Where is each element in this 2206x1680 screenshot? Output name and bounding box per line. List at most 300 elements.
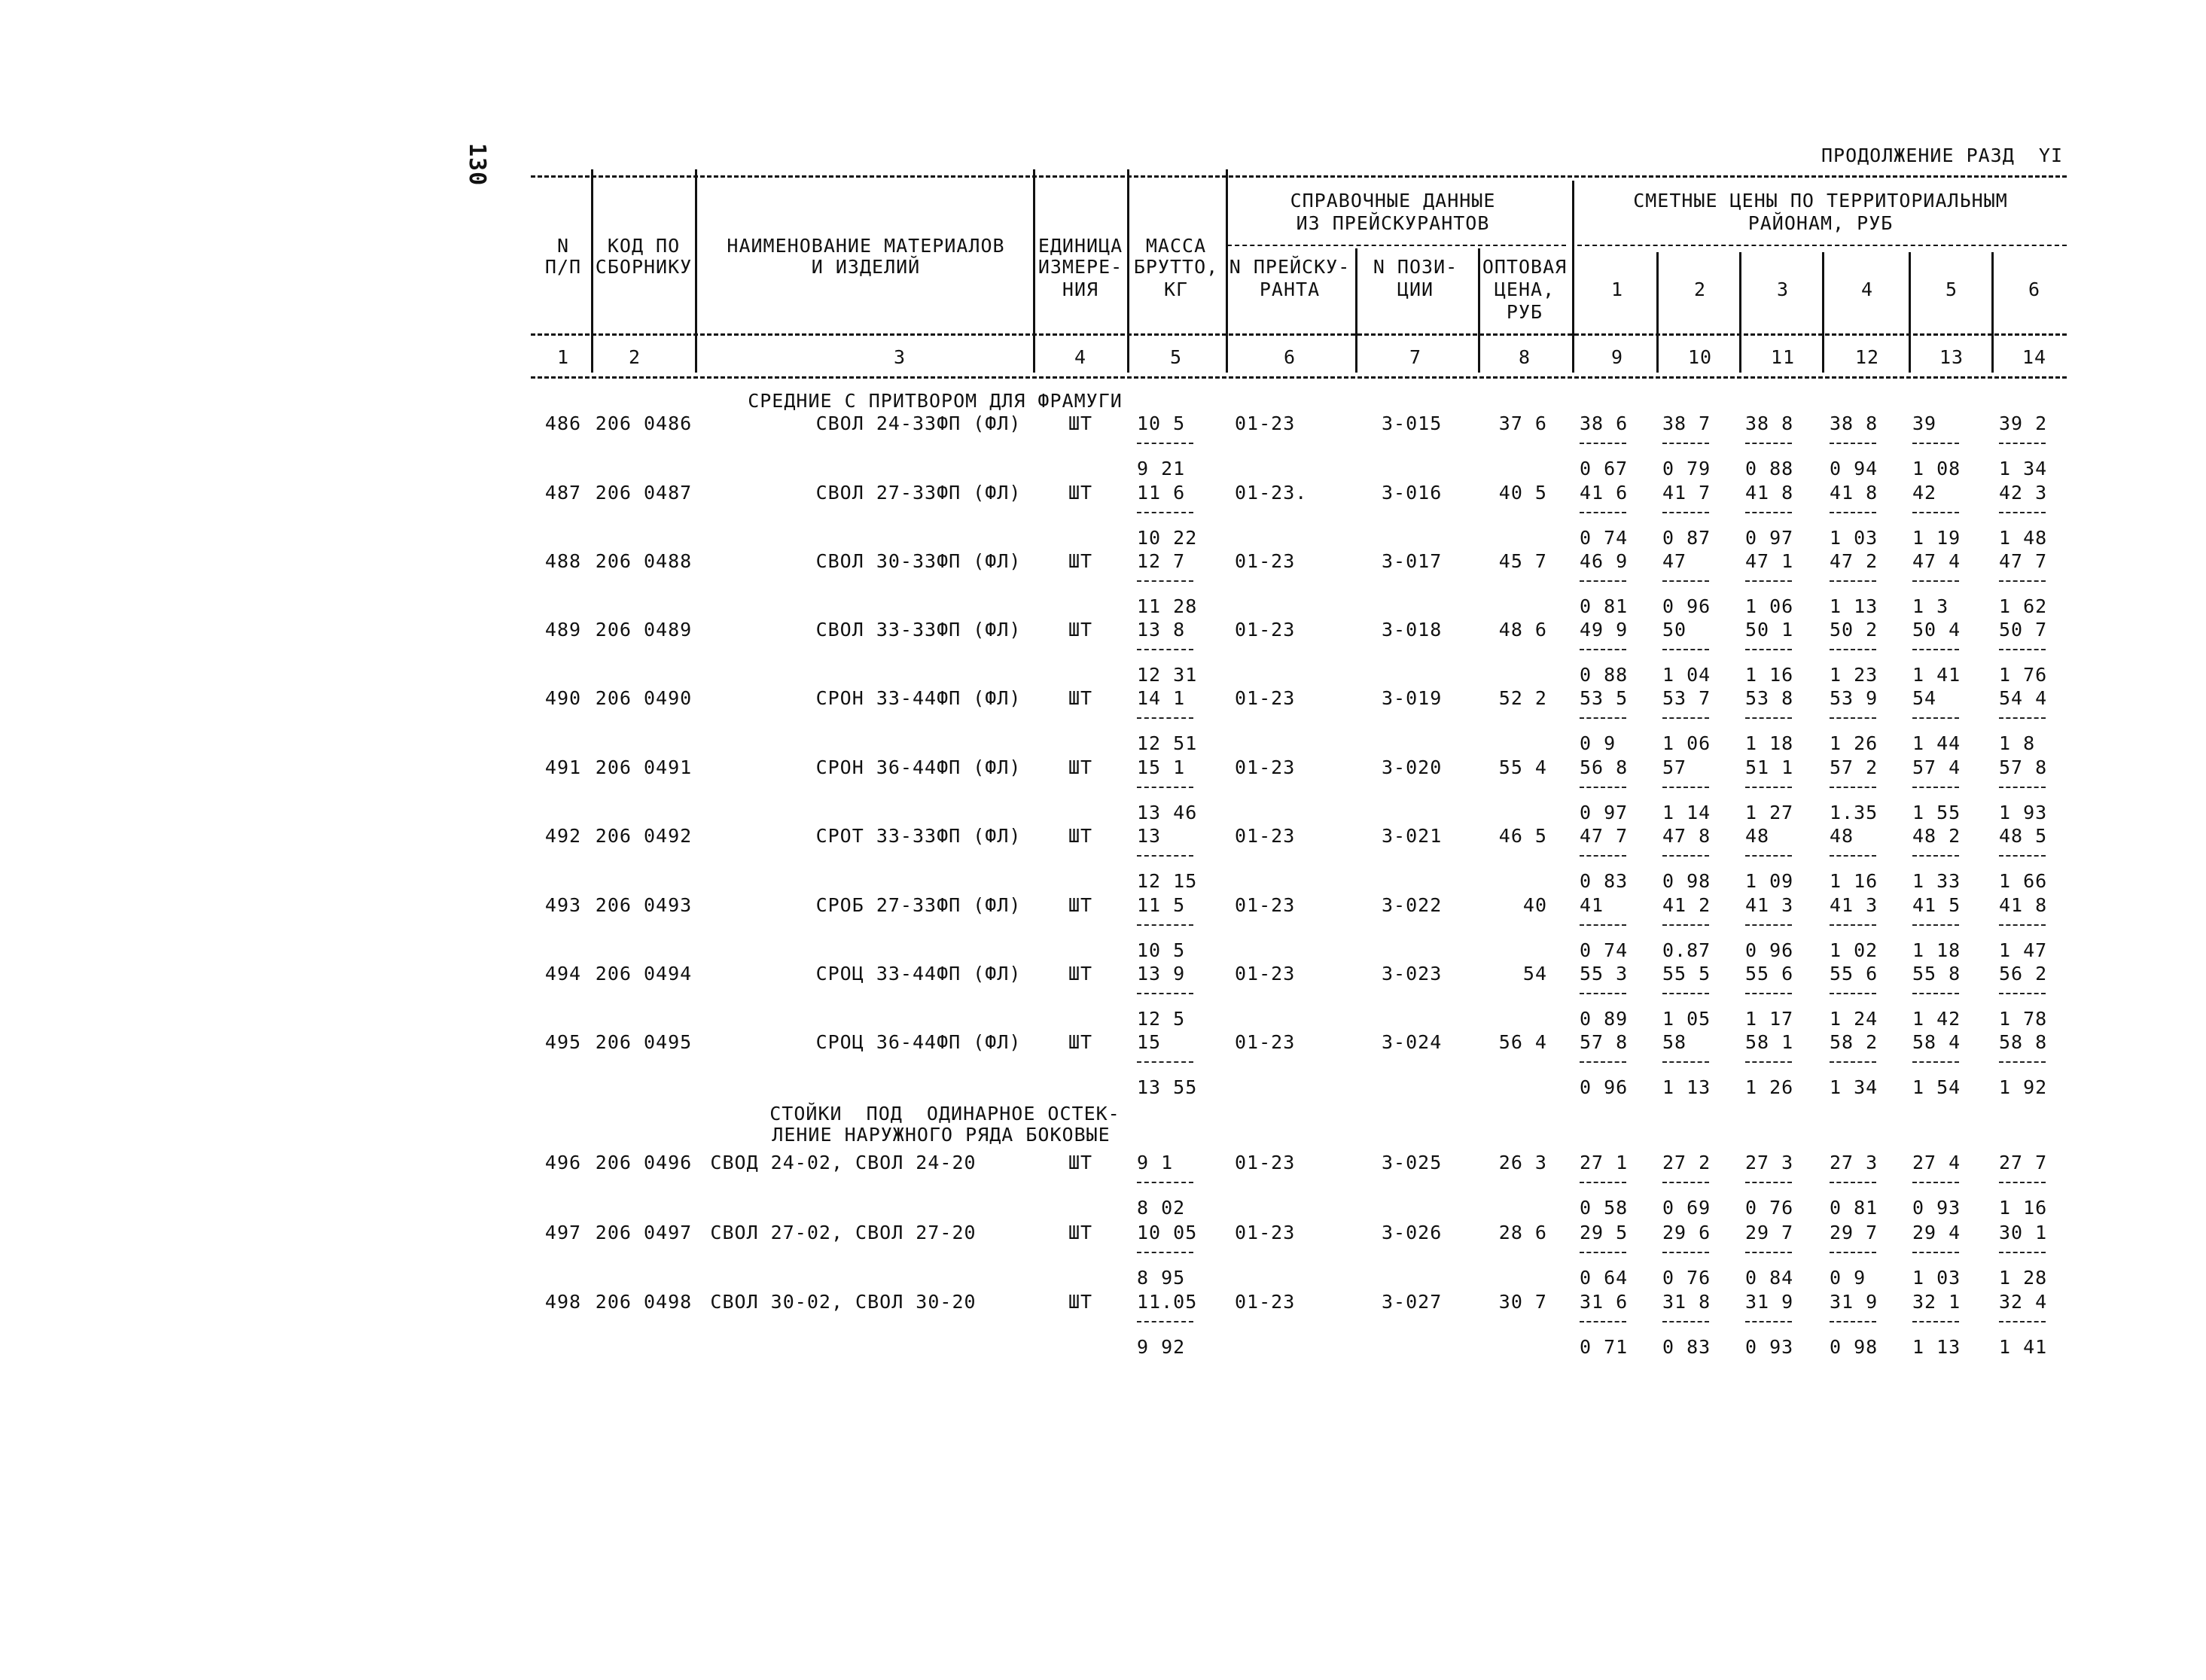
value-separator [1580, 1321, 1626, 1322]
row-mass-secondary: 8 95 [1137, 1267, 1186, 1289]
row-unit: ШТ [1068, 1222, 1093, 1243]
row-unit: ШТ [1068, 550, 1093, 572]
row-price: 50 [1662, 619, 1687, 641]
value-separator [1745, 993, 1792, 994]
row-price-secondary: 1 54 [1912, 1076, 1961, 1098]
row-pricelist: 01-23 [1235, 756, 1296, 778]
row-price: 41 5 [1912, 894, 1961, 916]
continuation-label: ПРОДОЛЖЕНИЕ РАЗД YI [1821, 145, 2063, 166]
value-separator [1912, 1182, 1959, 1183]
row-price: 27 4 [1912, 1152, 1961, 1173]
value-separator [1999, 1252, 2046, 1253]
row-price-secondary: 0 84 [1745, 1267, 1794, 1289]
row-price: 41 [1580, 894, 1604, 916]
row-price-secondary: 0 93 [1912, 1197, 1961, 1219]
row-price: 55 3 [1580, 963, 1629, 985]
value-separator [1137, 787, 1193, 788]
column-number: 4 [1074, 346, 1087, 368]
row-name: СВОЛ 24-33ФП (ФЛ) [815, 412, 1022, 434]
value-separator [1830, 993, 1876, 994]
row-price: 27 1 [1580, 1152, 1629, 1173]
row-price: 51 1 [1745, 756, 1794, 778]
row-price: 47 7 [1999, 550, 2048, 572]
row-name: СВОЛ 30-02, СВОЛ 30-20 [710, 1291, 977, 1313]
row-price-secondary: 1 06 [1745, 595, 1794, 617]
row-price-secondary: 0 88 [1745, 458, 1794, 479]
column-separator [1739, 252, 1741, 373]
row-price: 46 9 [1580, 550, 1629, 572]
row-position: 3-017 [1382, 550, 1443, 572]
row-price-secondary: 1 05 [1662, 1008, 1711, 1030]
value-separator [1137, 580, 1193, 582]
row-price-secondary: 0 98 [1662, 870, 1711, 892]
row-mass: 13 9 [1137, 963, 1186, 985]
row-price: 27 3 [1745, 1152, 1794, 1173]
value-separator [1912, 787, 1959, 788]
row-number: 493 [544, 894, 582, 916]
header-col-mass: БРУТТО, [1133, 256, 1219, 278]
header-col-name: НАИМЕНОВАНИЕ МАТЕРИАЛОВ [727, 235, 1005, 257]
value-separator [1137, 1182, 1193, 1183]
row-price-secondary: 1 04 [1662, 664, 1711, 686]
row-price: 53 5 [1580, 687, 1629, 709]
value-separator [1999, 787, 2046, 788]
row-price: 41 2 [1662, 894, 1711, 916]
column-number: 5 [1169, 346, 1183, 368]
value-separator [1999, 717, 2046, 719]
row-price-secondary: 0 93 [1745, 1336, 1794, 1358]
header-region-number: 5 [1945, 278, 1958, 300]
value-separator [1745, 580, 1792, 582]
row-wholesale: 40 5 [1498, 482, 1547, 504]
row-position: 3-015 [1382, 412, 1443, 434]
row-price-secondary: 0 74 [1580, 939, 1629, 961]
row-code: 206 0490 [595, 687, 693, 709]
row-price-secondary: 1 02 [1830, 939, 1878, 961]
column-separator [1478, 248, 1480, 373]
column-separator [591, 169, 593, 373]
value-separator [1745, 855, 1792, 857]
value-separator [1830, 649, 1876, 650]
row-price-secondary: 1 62 [1999, 595, 2048, 617]
row-price-secondary: 0 58 [1580, 1197, 1629, 1219]
header-col-pricelist: N ПРЕЙСКУ- [1229, 256, 1351, 278]
row-price-secondary: 0 9 [1830, 1267, 1866, 1289]
row-pricelist: 01-23 [1235, 1291, 1296, 1313]
column-separator [1355, 248, 1357, 373]
header-col-mass: КГ [1163, 278, 1189, 300]
row-code: 206 0492 [595, 825, 693, 847]
number-row-rule [531, 376, 2067, 379]
row-price: 48 5 [1999, 825, 2048, 847]
row-mass-secondary: 9 21 [1137, 458, 1186, 479]
header-ref-group: ИЗ ПРЕЙСКУРАНТОВ [1296, 212, 1490, 234]
row-price-secondary: 1 8 [1999, 732, 2036, 754]
row-price-secondary: 1 55 [1912, 802, 1961, 823]
header-col-pricelist: РАНТА [1259, 278, 1321, 300]
header-price-group: СМЕТНЫЕ ЦЕНЫ ПО ТЕРРИТОРИАЛЬНЫМ [1633, 190, 2008, 212]
row-price: 57 [1662, 756, 1687, 778]
row-price-secondary: 1 27 [1745, 802, 1794, 823]
row-code: 206 0498 [595, 1291, 693, 1313]
row-position: 3-021 [1382, 825, 1443, 847]
row-unit: ШТ [1068, 687, 1093, 709]
value-separator [1830, 512, 1876, 513]
row-name: СРОТ 33-33ФП (ФЛ) [815, 825, 1022, 847]
row-code: 206 0491 [595, 756, 693, 778]
row-price-secondary: 1 78 [1999, 1008, 2048, 1030]
row-wholesale: 28 6 [1498, 1222, 1547, 1243]
row-name: СВОЛ 33-33ФП (ФЛ) [815, 619, 1022, 641]
row-price-secondary: 1 18 [1912, 939, 1961, 961]
row-price-secondary: 1 26 [1830, 732, 1878, 754]
row-price: 56 2 [1999, 963, 2048, 985]
row-price-secondary: 1 03 [1830, 527, 1878, 549]
value-separator [1137, 717, 1193, 719]
column-number: 6 [1283, 346, 1296, 368]
header-bottom-rule [531, 333, 2067, 336]
row-price: 55 6 [1745, 963, 1794, 985]
row-price: 53 8 [1745, 687, 1794, 709]
row-price-secondary: 0 83 [1580, 870, 1629, 892]
value-separator [1999, 443, 2046, 444]
value-separator [1745, 512, 1792, 513]
value-separator [1137, 443, 1193, 444]
value-separator [1745, 717, 1792, 719]
row-mass: 12 7 [1137, 550, 1186, 572]
value-separator [1999, 855, 2046, 857]
row-number: 498 [544, 1291, 582, 1313]
row-price: 32 1 [1912, 1291, 1961, 1313]
row-name: СВОД 24-02, СВОЛ 24-20 [710, 1152, 977, 1173]
header-col-unit: ЕДИНИЦА [1037, 235, 1123, 257]
row-price: 27 3 [1830, 1152, 1878, 1173]
row-number: 486 [544, 412, 582, 434]
column-number: 8 [1518, 346, 1531, 368]
value-separator [1745, 443, 1792, 444]
value-separator [1580, 993, 1626, 994]
row-price-secondary: 0 71 [1580, 1336, 1629, 1358]
row-price-secondary: 0 83 [1662, 1336, 1711, 1358]
row-number: 494 [544, 963, 582, 985]
row-price: 48 [1745, 825, 1770, 847]
row-price-secondary: 1 03 [1912, 1267, 1961, 1289]
value-separator [1580, 855, 1626, 857]
row-price-secondary: 1 47 [1999, 939, 2048, 961]
row-price-secondary: 0 76 [1745, 1197, 1794, 1219]
value-separator [1137, 924, 1193, 926]
column-separator [1991, 252, 1994, 373]
row-name: СРОЦ 36-44ФП (ФЛ) [815, 1031, 1022, 1053]
row-price: 49 9 [1580, 619, 1629, 641]
row-price-secondary: 1 34 [1999, 458, 2048, 479]
row-price-secondary: 1 76 [1999, 664, 2048, 686]
value-separator [1830, 924, 1876, 926]
value-separator [1912, 717, 1959, 719]
row-price-secondary: 1 13 [1830, 595, 1878, 617]
row-number: 487 [544, 482, 582, 504]
value-separator [1137, 1321, 1193, 1322]
row-price: 47 7 [1580, 825, 1629, 847]
row-mass-secondary: 13 46 [1137, 802, 1198, 823]
row-mass-secondary: 9 92 [1137, 1336, 1186, 1358]
row-pricelist: 01-23 [1235, 1031, 1296, 1053]
value-separator [1912, 924, 1959, 926]
row-price: 41 6 [1580, 482, 1629, 504]
row-price: 39 2 [1999, 412, 2048, 434]
row-mass-secondary: 10 22 [1137, 527, 1198, 549]
row-price: 58 [1662, 1031, 1687, 1053]
row-position: 3-019 [1382, 687, 1443, 709]
value-separator [1999, 1321, 2046, 1322]
value-separator [1137, 993, 1193, 994]
row-price: 30 1 [1999, 1222, 2048, 1243]
value-separator [1137, 855, 1193, 857]
row-price: 38 6 [1580, 412, 1629, 434]
row-price: 31 9 [1745, 1291, 1794, 1313]
row-price: 32 4 [1999, 1291, 2048, 1313]
row-price-secondary: 0 81 [1580, 595, 1629, 617]
value-separator [1580, 717, 1626, 719]
value-separator [1662, 993, 1709, 994]
header-col-unit: ИЗМЕРЕ- [1037, 256, 1123, 278]
row-price: 29 5 [1580, 1222, 1629, 1243]
row-price: 31 8 [1662, 1291, 1711, 1313]
price-group-rule [1577, 245, 2067, 246]
row-price: 53 7 [1662, 687, 1711, 709]
section-title: ЛЕНИЕ НАРУЖНОГО РЯДА БОКОВЫЕ [772, 1124, 1111, 1146]
row-price-secondary: 1 93 [1999, 802, 2048, 823]
value-separator [1830, 1061, 1876, 1063]
row-price: 57 8 [1580, 1031, 1629, 1053]
row-mass: 11 5 [1137, 894, 1186, 916]
row-price: 41 8 [1745, 482, 1794, 504]
row-price: 31 9 [1830, 1291, 1878, 1313]
value-separator [1580, 580, 1626, 582]
header-col-code: КОД ПО [607, 235, 681, 257]
row-position: 3-026 [1382, 1222, 1443, 1243]
row-price-secondary: 1 34 [1830, 1076, 1878, 1098]
row-price-secondary: 0 96 [1580, 1076, 1629, 1098]
row-price-secondary: 1 92 [1999, 1076, 2048, 1098]
row-unit: ШТ [1068, 756, 1093, 778]
value-separator [1662, 855, 1709, 857]
column-separator [1822, 252, 1824, 373]
row-name: СРОБ 27-33ФП (ФЛ) [815, 894, 1022, 916]
row-number: 497 [544, 1222, 582, 1243]
column-number: 1 [556, 346, 570, 368]
row-price: 58 2 [1830, 1031, 1878, 1053]
value-separator [1912, 1321, 1959, 1322]
row-price: 55 8 [1912, 963, 1961, 985]
column-number: 13 [1939, 346, 1964, 368]
value-separator [1662, 649, 1709, 650]
value-separator [1999, 1182, 2046, 1183]
row-price-secondary: 0 87 [1662, 527, 1711, 549]
row-price-secondary: 1 16 [1830, 870, 1878, 892]
row-price: 57 8 [1999, 756, 2048, 778]
value-separator [1999, 1061, 2046, 1063]
row-price: 53 9 [1830, 687, 1878, 709]
value-separator [1830, 1252, 1876, 1253]
row-price-secondary: 1 06 [1662, 732, 1711, 754]
row-price-secondary: 0 96 [1662, 595, 1711, 617]
header-col-position: N ПОЗИ- [1373, 256, 1458, 278]
row-mass-secondary: 13 55 [1137, 1076, 1198, 1098]
row-mass-secondary: 12 15 [1137, 870, 1198, 892]
row-price: 31 6 [1580, 1291, 1629, 1313]
row-pricelist: 01-23 [1235, 412, 1296, 434]
row-position: 3-018 [1382, 619, 1443, 641]
header-col-unit: НИЯ [1062, 278, 1099, 300]
row-price-secondary: 0 98 [1830, 1336, 1878, 1358]
row-price: 42 [1912, 482, 1937, 504]
value-separator [1580, 787, 1626, 788]
row-price: 29 7 [1830, 1222, 1878, 1243]
column-number: 9 [1610, 346, 1624, 368]
row-price: 27 2 [1662, 1152, 1711, 1173]
value-separator [1662, 443, 1709, 444]
row-pricelist: 01-23 [1235, 894, 1296, 916]
row-code: 206 0493 [595, 894, 693, 916]
row-mass-secondary: 12 31 [1137, 664, 1198, 686]
row-code: 206 0489 [595, 619, 693, 641]
row-wholesale: 52 2 [1498, 687, 1547, 709]
value-separator [1662, 924, 1709, 926]
row-position: 3-016 [1382, 482, 1443, 504]
value-separator [1580, 649, 1626, 650]
row-price: 47 8 [1662, 825, 1711, 847]
header-region-number: 4 [1860, 278, 1874, 300]
column-separator [1656, 252, 1659, 373]
value-separator [1999, 993, 2046, 994]
value-separator [1830, 787, 1876, 788]
row-price-secondary: 0 64 [1580, 1267, 1629, 1289]
row-price-secondary: 1 44 [1912, 732, 1961, 754]
row-price-secondary: 0 97 [1580, 802, 1629, 823]
row-name: СРОЦ 33-44ФП (ФЛ) [815, 963, 1022, 985]
row-unit: ШТ [1068, 1031, 1093, 1053]
row-price: 48 2 [1912, 825, 1961, 847]
header-col-mass: МАССА [1145, 235, 1207, 257]
row-unit: ШТ [1068, 1291, 1093, 1313]
header-region-number: 3 [1776, 278, 1790, 300]
row-wholesale: 46 5 [1498, 825, 1547, 847]
row-price-secondary: 1 16 [1999, 1197, 2048, 1219]
value-separator [1137, 512, 1193, 513]
value-separator [1830, 580, 1876, 582]
row-position: 3-024 [1382, 1031, 1443, 1053]
row-mass: 13 [1137, 825, 1162, 847]
row-mass-secondary: 12 5 [1137, 1008, 1186, 1030]
row-price: 57 4 [1912, 756, 1961, 778]
value-separator [1830, 855, 1876, 857]
row-price: 56 8 [1580, 756, 1629, 778]
value-separator [1580, 512, 1626, 513]
row-price-secondary: 0 97 [1745, 527, 1794, 549]
row-name: СВОЛ 30-33ФП (ФЛ) [815, 550, 1022, 572]
value-separator [1745, 924, 1792, 926]
value-separator [1912, 1061, 1959, 1063]
row-mass: 11.05 [1137, 1291, 1198, 1313]
row-price: 58 8 [1999, 1031, 2048, 1053]
row-price-secondary: 0 67 [1580, 458, 1629, 479]
row-number: 489 [544, 619, 582, 641]
row-name: СВОЛ 27-02, СВОЛ 27-20 [710, 1222, 977, 1243]
value-separator [1580, 1252, 1626, 1253]
value-separator [1580, 1061, 1626, 1063]
row-number: 491 [544, 756, 582, 778]
row-number: 490 [544, 687, 582, 709]
row-position: 3-020 [1382, 756, 1443, 778]
value-separator [1662, 1061, 1709, 1063]
row-code: 206 0488 [595, 550, 693, 572]
header-col-name: И ИЗДЕЛИЙ [811, 256, 921, 278]
value-separator [1662, 717, 1709, 719]
value-separator [1580, 443, 1626, 444]
row-price: 55 5 [1662, 963, 1711, 985]
row-price: 47 1 [1745, 550, 1794, 572]
value-separator [1999, 649, 2046, 650]
row-position: 3-025 [1382, 1152, 1443, 1173]
row-name: СРОН 36-44ФП (ФЛ) [815, 756, 1022, 778]
row-pricelist: 01-23 [1235, 1222, 1296, 1243]
value-separator [1999, 580, 2046, 582]
row-price-secondary: 1 13 [1662, 1076, 1711, 1098]
row-price: 58 4 [1912, 1031, 1961, 1053]
row-mass: 9 1 [1137, 1152, 1174, 1173]
row-price-secondary: 0 89 [1580, 1008, 1629, 1030]
value-separator [1830, 1182, 1876, 1183]
row-pricelist: 01-23 [1235, 687, 1296, 709]
row-code: 206 0494 [595, 963, 693, 985]
row-price-secondary: 0 88 [1580, 664, 1629, 686]
value-separator [1912, 443, 1959, 444]
row-unit: ШТ [1068, 412, 1093, 434]
value-separator [1745, 1061, 1792, 1063]
value-separator [1580, 1182, 1626, 1183]
row-unit: ШТ [1068, 825, 1093, 847]
row-price-secondary: 1 3 [1912, 595, 1949, 617]
row-price: 41 7 [1662, 482, 1711, 504]
value-separator [1912, 649, 1959, 650]
row-wholesale: 56 4 [1498, 1031, 1547, 1053]
row-price: 48 [1830, 825, 1854, 847]
value-separator [1137, 1252, 1193, 1253]
column-number: 3 [893, 346, 906, 368]
row-unit: ШТ [1068, 894, 1093, 916]
row-code: 206 0496 [595, 1152, 693, 1173]
row-price-secondary: 1 41 [1999, 1336, 2048, 1358]
row-wholesale: 45 7 [1498, 550, 1547, 572]
row-name: СРОН 33-44ФП (ФЛ) [815, 687, 1022, 709]
row-number: 488 [544, 550, 582, 572]
row-price-secondary: 1 66 [1999, 870, 2048, 892]
row-price: 50 2 [1830, 619, 1878, 641]
row-price: 54 4 [1999, 687, 2048, 709]
column-separator [695, 169, 697, 373]
value-separator [1912, 855, 1959, 857]
value-separator [1745, 1252, 1792, 1253]
row-wholesale: 40 [1522, 894, 1547, 916]
header-region-number: 2 [1693, 278, 1707, 300]
row-price-secondary: 1 42 [1912, 1008, 1961, 1030]
row-price-secondary: 1 13 [1912, 1336, 1961, 1358]
row-price-secondary: 1 28 [1999, 1267, 2048, 1289]
row-mass: 11 6 [1137, 482, 1186, 504]
row-code: 206 0486 [595, 412, 693, 434]
row-price-secondary: 1 16 [1745, 664, 1794, 686]
